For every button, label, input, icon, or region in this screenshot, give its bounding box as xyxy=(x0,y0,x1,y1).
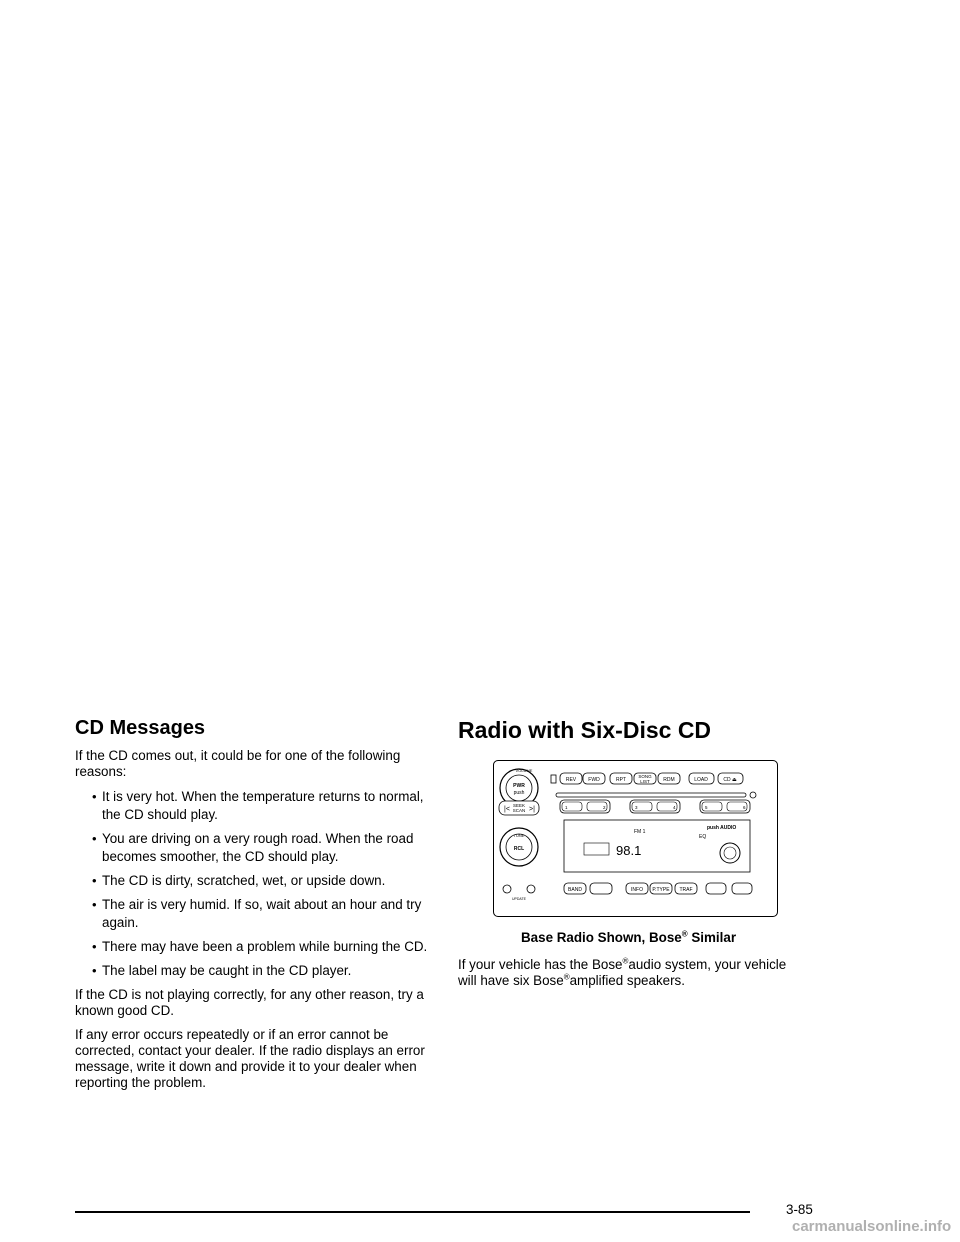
list-item: • The label may be caught in the CD player. xyxy=(92,963,352,978)
eq-label: EQ xyxy=(699,834,707,840)
frequency-display: 98.1 xyxy=(616,843,642,858)
bullet-icon: • xyxy=(92,873,97,888)
svg-text:|<: |< xyxy=(504,806,510,813)
list-item: • You are driving on a very rough road. When the road becomes smoother, the CD should play. xyxy=(92,831,414,864)
svg-text:6: 6 xyxy=(743,805,746,810)
intro-paragraph: If the CD comes out, it could be for one of the following reasons: xyxy=(75,748,401,779)
list-item: • There may have been a problem while burning the CD. xyxy=(92,939,428,954)
volume-label: VOLUME xyxy=(515,768,533,773)
svg-text:5: 5 xyxy=(705,805,708,810)
load-label: LOAD xyxy=(694,777,708,783)
push-audio-label: push AUDIO xyxy=(707,825,737,831)
list-item: • It is very hot. When the temperature returns to normal, the CD should play. xyxy=(92,789,424,822)
fwd-label: FWD xyxy=(588,777,600,783)
eject-label: CD ⏏ xyxy=(723,777,737,783)
bullet-icon: • xyxy=(92,831,97,846)
section-heading-radio: Radio with Six-Disc CD xyxy=(458,717,712,743)
bose-paragraph: If your vehicle has the Bose®audio system, your vehicle will have six Bose®amplified speakers. xyxy=(458,956,787,988)
list-item: • The CD is dirty, scratched, wet, or upside down. xyxy=(92,873,386,888)
svg-text:4: 4 xyxy=(673,805,676,810)
song-label: SONG xyxy=(638,774,652,779)
traf-label: TRAF xyxy=(679,887,693,893)
svg-text:>|: >| xyxy=(529,806,535,813)
radio-illustration xyxy=(493,760,778,917)
left-column xyxy=(75,716,437,1099)
update-label: UPDATE xyxy=(512,897,526,901)
bullet-icon: • xyxy=(92,897,97,912)
footer-rule xyxy=(75,1211,750,1213)
bullet-icon: • xyxy=(92,789,97,804)
rdm-label: RDM xyxy=(663,777,675,783)
band-display: FM 1 xyxy=(634,829,646,835)
push-label: push xyxy=(513,790,525,796)
reasons-list xyxy=(75,788,437,980)
list-label: LIST xyxy=(640,779,650,784)
bullet-icon: • xyxy=(92,939,97,954)
svg-text:3: 3 xyxy=(635,805,638,810)
radio-faceplate-drawing xyxy=(494,761,776,915)
section-heading-cd-messages: CD Messages xyxy=(75,717,206,739)
rpt-label: RPT xyxy=(616,777,626,783)
bullet-icon: • xyxy=(92,963,97,978)
ptype-label: P.TYPE xyxy=(652,887,670,893)
paragraph-error-message: If any error occurs repeatedly or if an error cannot be corrected, contact your dealer. If the radio displays an error message, write it down and provide it to your dealer when reporting the problem. xyxy=(75,1027,425,1090)
list-item: • The air is very humid. If so, wait about an hour and try again. xyxy=(92,897,422,930)
rcl-label: RCL xyxy=(513,846,525,852)
svg-text:1: 1 xyxy=(565,805,568,810)
tune-label: TUNE xyxy=(513,833,525,838)
page-number: 3-85 xyxy=(786,1202,813,1217)
band-label: BAND xyxy=(568,887,582,893)
scan-label: SCAN xyxy=(512,808,526,813)
paragraph-try-known-good-cd: If the CD is not playing correctly, for any other reason, try a known good CD. xyxy=(75,987,424,1018)
watermark: carmanualsonline.info xyxy=(792,1218,952,1235)
info-label: INFO xyxy=(631,887,643,893)
seek-label: SEEK xyxy=(512,803,526,808)
figure-caption: Base Radio Shown, Bose® Similar xyxy=(521,929,737,945)
svg-text:2: 2 xyxy=(603,805,606,810)
pwr-label: PWR xyxy=(513,783,525,789)
rev-label: REV xyxy=(565,777,577,783)
